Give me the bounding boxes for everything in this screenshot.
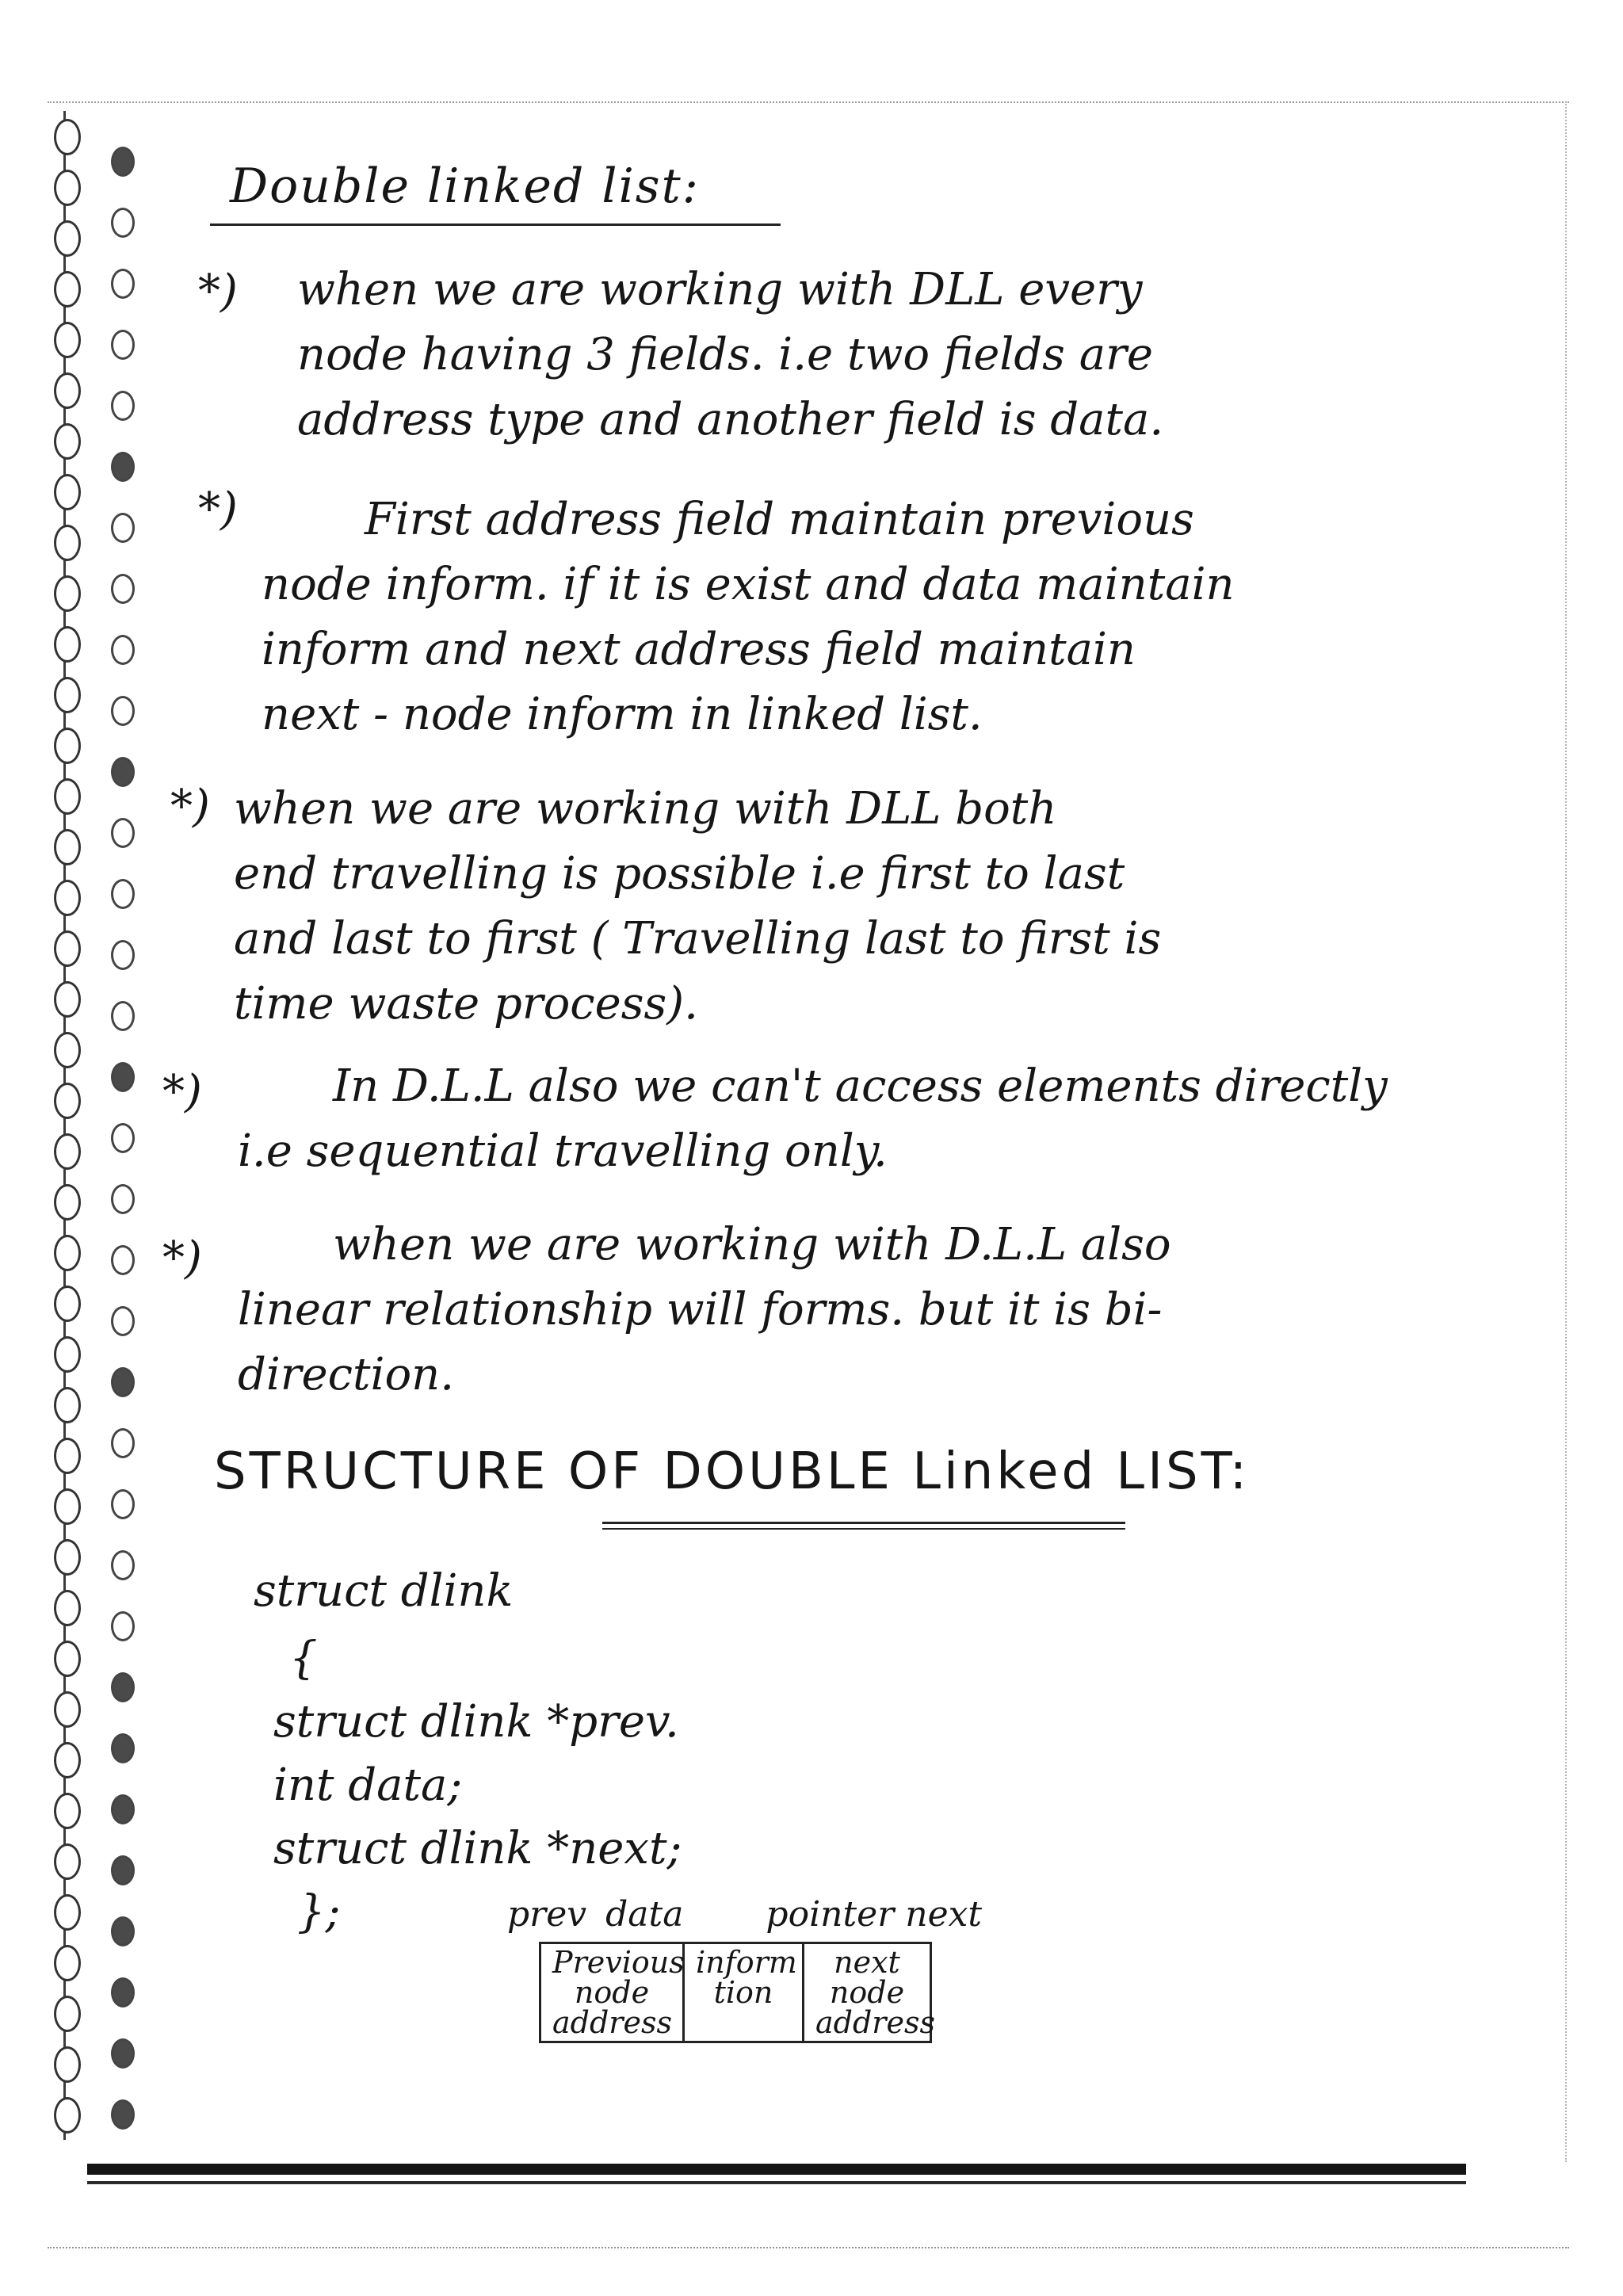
right-dotted-edge — [1565, 101, 1567, 2162]
spiral-ring — [54, 170, 81, 206]
spiral-ring — [54, 1184, 81, 1221]
code-line: }; — [297, 1886, 341, 1938]
punch-hole — [111, 1306, 135, 1336]
punch-hole — [111, 1123, 135, 1153]
punch-hole — [111, 1428, 135, 1458]
spiral-ring — [54, 525, 81, 561]
node-cell-prev: Previous node address — [541, 1944, 685, 2041]
punch-hole — [111, 1672, 135, 1702]
punch-hole — [111, 330, 135, 360]
spiral-ring — [54, 423, 81, 460]
paragraph-5 — [238, 1213, 1171, 1408]
paragraph-line: node inform. if it is exist and data maintain — [262, 559, 1235, 610]
punch-hole — [111, 574, 135, 604]
spiral-ring — [54, 1793, 81, 1829]
bullet-marker: *) — [198, 266, 238, 317]
node-cell-data: inform tion — [685, 1944, 804, 2041]
paragraph-3 — [234, 777, 1161, 1037]
punch-hole — [111, 1977, 135, 2008]
punch-hole — [111, 635, 135, 665]
spiral-ring — [54, 1286, 81, 1322]
code-line: struct dlink *next; — [273, 1823, 682, 1874]
punch-hole — [111, 1062, 135, 1092]
punch-hole — [111, 208, 135, 238]
paragraph-line: end travelling is possible i.e first to last — [234, 848, 1125, 900]
node-diagram — [539, 1942, 935, 2043]
paragraph-line: when we are working with DLL every — [297, 264, 1143, 315]
punch-hole — [111, 879, 135, 909]
paragraph-line: First address field maintain previous — [365, 494, 1194, 545]
node-cell-next: next node address — [815, 1945, 935, 2040]
spiral-ring — [54, 626, 81, 663]
spiral-ring — [54, 1742, 81, 1778]
spiral-ring — [54, 322, 81, 358]
paragraph-line: direction. — [238, 1349, 455, 1400]
spiral-binding — [63, 111, 66, 2140]
punch-hole — [111, 1611, 135, 1641]
page-heading: Double linked list: — [230, 159, 700, 214]
punch-hole — [111, 1001, 135, 1031]
bullet-marker: *) — [170, 781, 210, 832]
spiral-ring — [54, 271, 81, 308]
paragraph-line: when we are working with DLL both — [234, 783, 1057, 835]
paragraph-line: when we are working with D.L.L also — [333, 1219, 1171, 1270]
punch-hole — [111, 818, 135, 848]
punch-hole — [111, 147, 135, 177]
node-field-labels — [507, 1894, 982, 1935]
spiral-ring — [54, 1996, 81, 2032]
heading-underline — [210, 223, 781, 226]
spiral-ring — [54, 220, 81, 257]
punch-hole — [111, 1855, 135, 1885]
paragraph-line: time waste process). — [234, 978, 698, 1030]
spiral-ring — [54, 1235, 81, 1271]
structure-underline — [602, 1528, 1125, 1530]
spiral-ring — [54, 1387, 81, 1423]
spiral-ring — [54, 880, 81, 916]
spiral-ring — [54, 1438, 81, 1474]
spiral-ring — [54, 1083, 81, 1119]
punch-hole — [111, 1916, 135, 1946]
bottom-dotted-edge — [48, 2247, 1569, 2248]
spiral-ring — [54, 372, 81, 409]
punch-hole — [111, 1550, 135, 1580]
bullet-marker: *) — [198, 483, 238, 535]
punch-hole — [111, 1733, 135, 1763]
paragraph-line: node having 3 fields. i.e two fields are — [297, 329, 1153, 380]
bullet-marker: *) — [162, 1066, 202, 1117]
bottom-scan-bar — [87, 2181, 1466, 2184]
spiral-ring — [54, 829, 81, 865]
data-label: data — [605, 1894, 684, 1935]
spiral-ring — [54, 778, 81, 815]
spiral-ring — [54, 2046, 81, 2083]
structure-heading: STRUCTURE OF DOUBLE Linked LIST: — [214, 1442, 1251, 1501]
paragraph-line: and last to first ( Travelling last to first is — [234, 913, 1162, 965]
spiral-ring — [54, 1641, 81, 1677]
paragraph-line: next - node inform in linked list. — [262, 689, 983, 740]
spiral-ring — [54, 1336, 81, 1373]
spiral-ring — [54, 1945, 81, 1981]
spiral-ring — [54, 119, 81, 155]
spiral-ring — [54, 677, 81, 713]
paragraph-line: i.e sequential travelling only. — [238, 1125, 888, 1177]
spiral-ring — [54, 1488, 81, 1525]
spiral-ring — [54, 981, 81, 1018]
punch-hole — [111, 1245, 135, 1275]
punch-hole — [111, 2038, 135, 2069]
spiral-ring — [54, 1843, 81, 1880]
paragraph-line: inform and next address field maintain — [262, 624, 1136, 675]
spiral-ring — [54, 575, 81, 612]
punch-hole — [111, 1794, 135, 1824]
spiral-ring — [54, 1539, 81, 1576]
spiral-ring — [54, 1590, 81, 1626]
paragraph-line: address type and another field is data. — [297, 394, 1164, 445]
spiral-ring — [54, 1032, 81, 1068]
paragraph-1 — [297, 258, 1163, 453]
code-line: struct dlink *prev. — [273, 1696, 679, 1748]
code-line: struct dlink — [254, 1565, 514, 1617]
punch-hole — [111, 269, 135, 299]
punch-hole — [111, 1184, 135, 1214]
paragraph-line: linear relationship will forms. but it is bi- — [238, 1284, 1163, 1335]
spiral-ring — [54, 728, 81, 764]
punch-hole — [111, 513, 135, 543]
code-line: int data; — [273, 1759, 463, 1811]
punch-hole — [111, 452, 135, 482]
punch-hole — [111, 757, 135, 787]
punch-hole — [111, 2099, 135, 2130]
structure-underline — [602, 1522, 1125, 1524]
punch-hole — [111, 391, 135, 421]
code-line: { — [289, 1633, 318, 1684]
prev-label: prev — [507, 1894, 587, 1935]
top-dotted-edge — [48, 101, 1569, 103]
bottom-scan-bar — [87, 2164, 1466, 2175]
spiral-ring — [54, 1133, 81, 1170]
paragraph-4 — [238, 1054, 1388, 1184]
paragraph-line: In D.L.L also we can't access elements directly — [333, 1060, 1388, 1112]
spiral-ring — [54, 474, 81, 510]
paragraph-2 — [262, 487, 1235, 747]
punch-hole — [111, 940, 135, 970]
next-label: pointer next — [766, 1894, 983, 1935]
punch-hole — [111, 1367, 135, 1397]
spiral-ring — [54, 1691, 81, 1728]
punch-hole — [111, 696, 135, 726]
spiral-ring — [54, 1894, 81, 1931]
punch-hole — [111, 1489, 135, 1519]
spiral-ring — [54, 930, 81, 967]
bullet-marker: *) — [162, 1232, 202, 1284]
spiral-ring — [54, 2097, 81, 2134]
